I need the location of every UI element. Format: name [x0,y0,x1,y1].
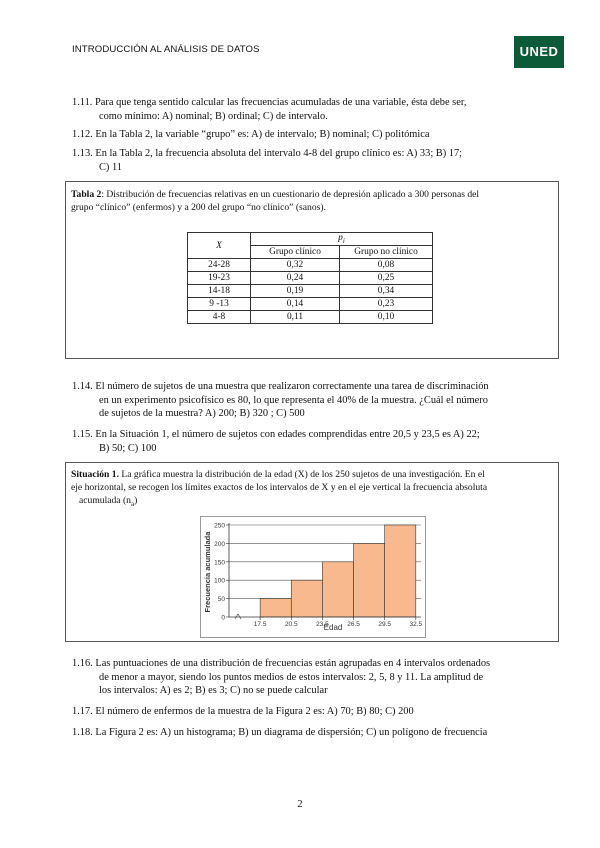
question-text-cont: como mínimo: A) nominal; B) ordinal; C) de intervalo. [99,110,328,122]
x-tick-label: 29.5 [378,621,392,628]
question-1-14 [72,380,556,421]
cell-clinico: 0,11 [251,311,340,324]
question-1-17 [72,705,556,719]
question-number: 1.18. [72,727,93,738]
question-text-cont: en un experimento psicofísico es 80, lo que representa el 40% de la muestra. ¿Cuál el número [99,394,488,406]
question-number: 1.15. [72,429,93,440]
cell-clinico: 0,14 [251,298,340,311]
x-tick-label: 32.5 [409,621,423,628]
question-text-cont2: de sujetos de la muestra? A) 200; B) 320 ; C) 500 [99,408,305,419]
cell-x: 24-28 [188,259,251,272]
question-text: En la Tabla 2, la frecuencia absoluta del intervalo 4-8 del grupo clínico es: A) 33; B) 17; [95,148,463,159]
question-text: El número de sujetos de una muestra que realizaron correctamente una tarea de discriminación [95,381,489,392]
col-p-header [251,233,433,246]
question-1-16 [72,657,556,698]
tabla2-box [65,181,559,359]
situacion1-caption-line1: La gráfica muestra la distribución de la edad (X) de los 250 sujetos de una investigación. En el [118,469,485,480]
question-1-15 [72,428,556,455]
y-tick-label: 50 [217,596,225,604]
table-row [188,311,433,324]
cell-noclinico: 0,25 [340,272,433,285]
cell-noclinico: 0,08 [340,259,433,272]
cell-x: 19-23 [188,272,251,285]
col-p-sub: i [342,236,345,245]
question-text: El número de enfermos de la muestra de la Figura 2 es: A) 70; B) 80; C) 200 [95,706,414,717]
cell-x: 9 -13 [188,298,251,311]
question-number: 1.13. [72,148,93,159]
uned-logo: UNED [514,36,564,68]
situacion1-caption-line2: eje horizontal, se recogen los límites exactos de los intervalos de X y en el eje vertical la frecuencia absoluta [71,482,488,493]
y-tick-label: 100 [214,577,225,585]
situacion1-label: Situación 1. [71,469,119,480]
bar-26,5-29,5 [354,543,385,617]
axis-break-mark [235,614,241,619]
situacion1-caption-line3: acumulada (n [79,495,131,506]
tabla2-caption [66,188,558,214]
bar-29,5-32,5 [385,525,416,617]
x-tick-label: 17.5 [253,621,267,628]
bar-20,5-23,5 [291,580,322,617]
situacion1-box [65,462,559,642]
tabla2-caption-line1: : Distribución de frecuencias relativas en un cuestionario de depresión aplicado a 300 personas del [101,189,480,200]
question-text: Las puntuaciones de una distribución de frecuencias están agrupadas en 4 intervalos ordenados [95,658,491,669]
question-text: Para que tenga sentido calcular las frecuencias acumuladas de una variable, ésta debe ser, [95,97,467,108]
question-1-12 [72,128,556,142]
question-text-cont: de menor a mayor, siendo los puntos medios de estos intervalos: 2, 5, 8 y 11. La amplitud de [99,671,484,683]
chart-frame [200,516,426,638]
x-tick-label: 20.5 [284,621,298,628]
chart-x-label: Edad [323,623,343,632]
cell-noclinico: 0,10 [340,311,433,324]
question-number: 1.12. [72,129,93,140]
question-number: 1.11. [72,97,93,108]
tabla2 [187,232,433,324]
y-tick-label: 200 [214,540,225,548]
situacion1-caption-end: ) [134,495,138,506]
question-text: En la Situación 1, el número de sujetos con edades comprendidas entre 20,5 y 23,5 es A) 22; [95,429,480,440]
question-number: 1.17. [72,706,93,717]
chart-bars [260,525,416,617]
tabla2-label: Tabla 2 [71,189,102,200]
bar-17,5-20,5 [260,599,291,617]
table-row [188,285,433,298]
x-tick-label: 26.5 [347,621,360,628]
cell-noclinico: 0,34 [340,285,433,298]
x-tick-label: 23.5 [316,621,329,628]
question-1-11 [72,96,556,123]
page-number: 2 [297,799,303,810]
situacion1-caption-sub: a [130,499,135,508]
question-number: 1.14. [72,381,93,392]
question-text-cont: B) 50; C) 100 [99,442,157,454]
col-p: p [338,233,343,244]
question-text: La Figura 2 es: A) un histograma; B) un diagrama de dispersión; C) un polígono de frecuencia [95,727,488,738]
chart-y-ticks [214,523,229,622]
col-noclinico-header: Grupo no clínico [340,246,433,259]
question-1-18 [72,726,556,740]
col-clinico-header: Grupo clínico [251,246,340,259]
question-1-13 [72,147,556,174]
tabla2-caption-line2: grupo “clínico” (enfermos) y a 200 del grupo “no clínico” (sanos). [71,202,326,213]
bar-23,5-26,5 [322,562,353,617]
question-text-cont2: los intervalos: A) es 2; B) es 3; C) no se puede calcular [99,685,328,696]
y-tick-label: 150 [214,559,225,567]
cumulative-frequency-chart [201,517,425,637]
question-number: 1.16. [72,658,93,669]
table-row [188,298,433,311]
situacion1-caption [66,468,558,511]
cell-clinico: 0,32 [251,259,340,272]
cell-clinico: 0,24 [251,272,340,285]
question-text-cont: C) 11 [99,161,122,173]
cell-x: 14-18 [188,285,251,298]
y-tick-label: 0 [221,614,225,622]
y-tick-label: 250 [214,522,225,530]
question-text: En la Tabla 2, la variable “grupo” es: A) de intervalo; B) nominal; C) politómica [95,129,430,140]
cell-noclinico: 0,23 [340,298,433,311]
table-row [188,272,433,285]
cell-x: 4-8 [188,311,251,324]
col-x-header: X [188,233,251,259]
cell-clinico: 0,19 [251,285,340,298]
header-title: INTRODUCCIÓN AL ANÁLISIS DE DATOS [72,44,260,55]
table-row [188,259,433,272]
chart-y-label: Frecuencia acumulada [203,531,212,613]
